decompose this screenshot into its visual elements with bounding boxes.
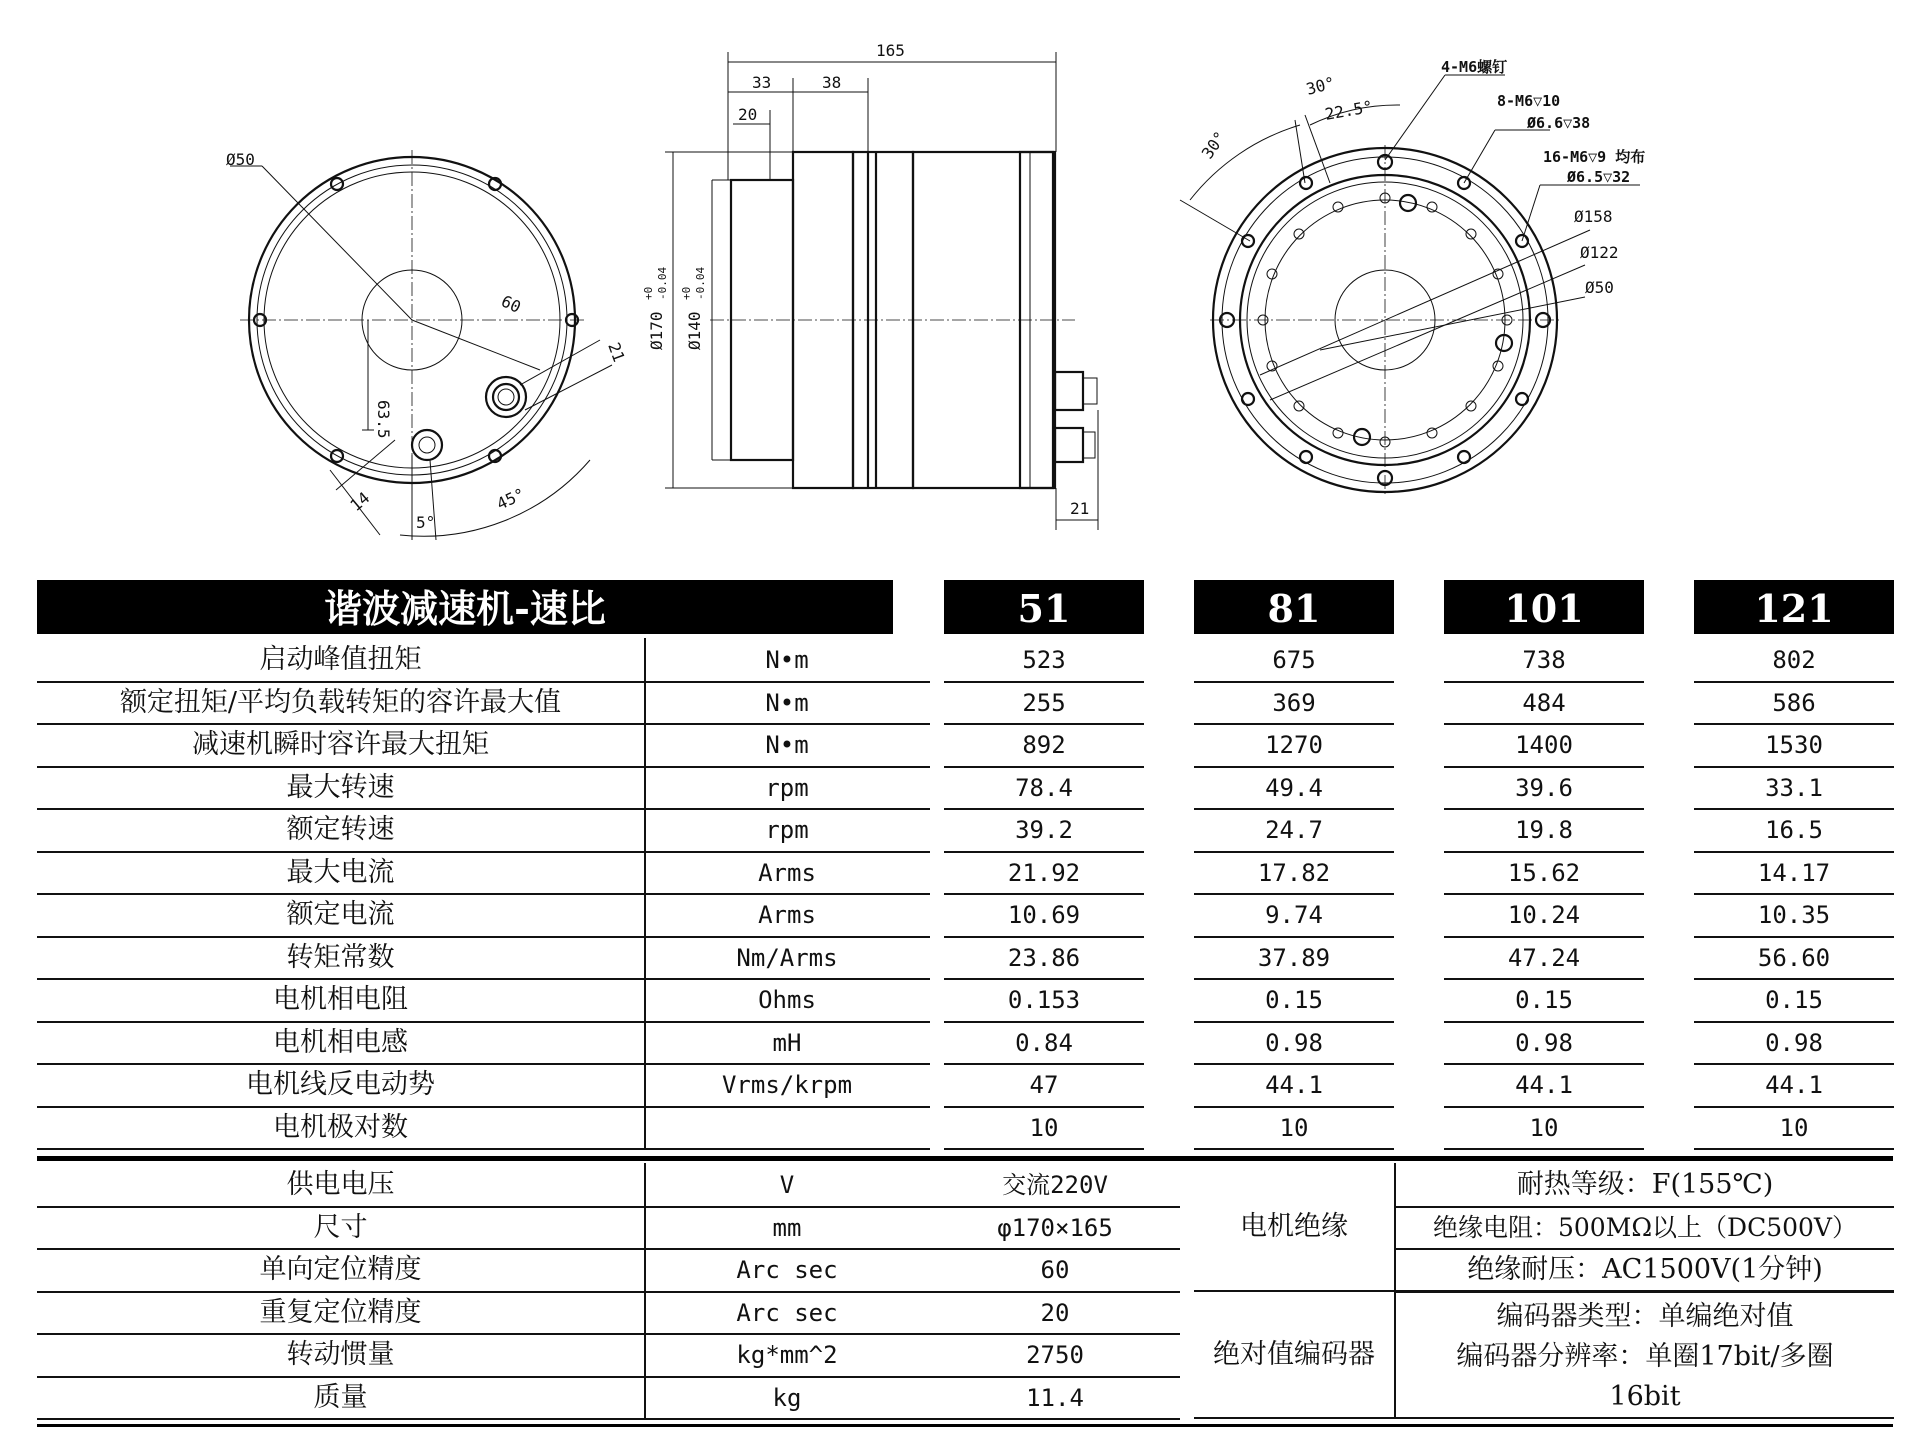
divider-vertical <box>644 1163 646 1418</box>
header-ratio-101: 101 <box>1444 580 1644 634</box>
row-value: 9.74 <box>1194 893 1394 938</box>
lower-row-unit: mm <box>644 1206 930 1251</box>
lower-row-unit: kg*mm^2 <box>644 1333 930 1378</box>
row-value: 44.1 <box>1444 1063 1644 1108</box>
row-name: 额定电流 <box>37 893 644 938</box>
row-value: 10.35 <box>1694 893 1894 938</box>
row-unit: Nm/Arms <box>644 936 930 981</box>
side-dim-20: 20 <box>738 105 758 124</box>
row-value: 21.92 <box>944 851 1144 896</box>
row-value: 10 <box>1694 1106 1894 1151</box>
row-unit: Arms <box>644 851 930 896</box>
row-name: 最大转速 <box>37 766 644 811</box>
row-value: 10.69 <box>944 893 1144 938</box>
lower-row-unit: Arc sec <box>644 1291 930 1336</box>
row-name: 电机相电感 <box>37 1021 644 1066</box>
row-value: 738 <box>1444 638 1644 683</box>
row-value: 56.60 <box>1694 936 1894 981</box>
row-value: 10 <box>1194 1106 1394 1151</box>
encoder-line: 16bit <box>1609 1380 1681 1412</box>
row-name: 额定转速 <box>37 808 644 853</box>
side-dim-21: 21 <box>1070 499 1090 518</box>
row-unit: Arms <box>644 893 930 938</box>
row-value: 484 <box>1444 681 1644 726</box>
front-view <box>226 150 629 540</box>
side-view <box>642 41 1098 530</box>
row-value: 47.24 <box>1444 936 1644 981</box>
row-value: 39.6 <box>1444 766 1644 811</box>
row-value: 49.4 <box>1194 766 1394 811</box>
row-name: 启动峰值扭矩 <box>37 638 644 683</box>
front-view-drawing <box>0 0 1920 560</box>
row-name: 电机相电阻 <box>37 978 644 1023</box>
lower-row-name: 供电电压 <box>37 1163 644 1208</box>
lower-row-unit: Arc sec <box>644 1248 930 1293</box>
drawing-area <box>0 0 1920 560</box>
lower-row-name: 尺寸 <box>37 1206 644 1251</box>
row-value: 19.8 <box>1444 808 1644 853</box>
lower-row-unit: kg <box>644 1376 930 1421</box>
row-value: 37.89 <box>1194 936 1394 981</box>
side-dim-d170-tol-lower: -0.04 <box>656 266 669 300</box>
front-connector-large <box>486 377 526 417</box>
front-dim-21: 21 <box>604 339 629 365</box>
encoder-line: 编码器类型：单编绝对值 <box>1496 1300 1794 1332</box>
row-value: 10 <box>944 1106 1144 1151</box>
side-dim-d140-tol-upper: +0 <box>680 286 693 300</box>
lower-row-value: φ170×165 <box>930 1206 1180 1251</box>
row-name: 减速机瞬时容许最大扭矩 <box>37 723 644 768</box>
rear-dim-d122: Ø122 <box>1580 243 1619 262</box>
front-dim-45deg: 45° <box>493 484 528 514</box>
divider-vertical <box>644 638 646 1148</box>
rear-hole-16-m6: 16-M6▽9 均布 <box>1543 148 1646 166</box>
rear-angle-30-top: 30° <box>1304 73 1337 99</box>
row-value: 23.86 <box>944 936 1144 981</box>
lower-row-value: 交流220V <box>930 1163 1180 1208</box>
row-name: 电机线反电动势 <box>37 1063 644 1108</box>
row-value: 0.15 <box>1194 978 1394 1023</box>
insulation-label: 电机绝缘 <box>1240 1211 1348 1242</box>
header-ratio-81: 81 <box>1194 580 1394 634</box>
lower-row-value: 11.4 <box>930 1376 1180 1421</box>
lower-row-value: 60 <box>930 1248 1180 1293</box>
row-value: 0.153 <box>944 978 1144 1023</box>
row-value: 0.98 <box>1694 1021 1894 1066</box>
row-unit: Ohms <box>644 978 930 1023</box>
insulation-line: 耐热等级：F(155℃) <box>1396 1163 1894 1208</box>
side-dim-33: 33 <box>752 73 772 92</box>
row-value: 33.1 <box>1694 766 1894 811</box>
rear-angle-22-5: 22.5° <box>1323 96 1375 124</box>
front-dim-14: 14 <box>346 488 374 516</box>
side-cable-gland-2 <box>1055 428 1095 462</box>
row-value: 0.98 <box>1194 1021 1394 1066</box>
row-unit: rpm <box>644 766 930 811</box>
row-name: 电机极对数 <box>37 1106 644 1151</box>
lower-row-unit: V <box>644 1163 930 1208</box>
row-unit: N•m <box>644 723 930 768</box>
rear-hole-8-d6-6: Ø6.6▽38 <box>1527 114 1591 132</box>
row-value: 802 <box>1694 638 1894 683</box>
lower-row-name: 单向定位精度 <box>37 1248 644 1293</box>
front-dim-d50: Ø50 <box>226 150 255 169</box>
side-dim-165: 165 <box>876 41 905 60</box>
rear-dim-d158: Ø158 <box>1574 207 1613 226</box>
row-unit: mH <box>644 1021 930 1066</box>
rear-angle-30-left: 30° <box>1197 127 1230 163</box>
row-value: 1400 <box>1444 723 1644 768</box>
header-title: 谐波减速机-速比 <box>37 580 893 634</box>
insulation-line: 绝缘电阻：500MΩ以上（DC500V） <box>1396 1206 1894 1251</box>
row-value: 44.1 <box>1194 1063 1394 1108</box>
row-unit: rpm <box>644 808 930 853</box>
row-value: 369 <box>1194 681 1394 726</box>
rear-view <box>1180 58 1645 495</box>
row-value: 892 <box>944 723 1144 768</box>
row-unit: N•m <box>644 681 930 726</box>
rear-hole-8-m6: 8-M6▽10 <box>1497 92 1561 110</box>
lower-row-value: 20 <box>930 1291 1180 1336</box>
side-cable-gland-1 <box>1055 372 1097 410</box>
row-value: 0.15 <box>1444 978 1644 1023</box>
encoder-line: 编码器分辨率：单圈17bit/多圈 <box>1456 1340 1834 1372</box>
row-value: 15.62 <box>1444 851 1644 896</box>
header-ratio-51: 51 <box>944 580 1144 634</box>
lower-row-name: 重复定位精度 <box>37 1291 644 1336</box>
side-dim-d170-tol-upper: +0 <box>642 286 655 300</box>
row-name: 额定扭矩/平均负载转矩的容许最大值 <box>37 681 644 726</box>
row-value: 675 <box>1194 638 1394 683</box>
row-value: 47 <box>944 1063 1144 1108</box>
side-dim-d140-tol-lower: -0.04 <box>694 266 707 300</box>
row-value: 586 <box>1694 681 1894 726</box>
row-value: 14.17 <box>1694 851 1894 896</box>
encoder-label: 绝对值编码器 <box>1213 1338 1375 1370</box>
side-dim-d140: Ø140 <box>685 311 704 350</box>
row-value: 1530 <box>1694 723 1894 768</box>
lower-row-name: 转动惯量 <box>37 1333 644 1378</box>
lower-row-name: 质量 <box>37 1376 644 1421</box>
row-unit: Vrms/krpm <box>644 1063 930 1108</box>
front-connector-small <box>412 430 442 460</box>
row-unit: N•m <box>644 638 930 683</box>
row-value: 255 <box>944 681 1144 726</box>
rear-screw-4-m6: 4-M6螺钉 <box>1441 58 1508 76</box>
row-value: 523 <box>944 638 1144 683</box>
side-dim-38: 38 <box>822 73 842 92</box>
rear-hole-16-d6-5: Ø6.5▽32 <box>1567 168 1631 186</box>
row-value: 1270 <box>1194 723 1394 768</box>
encoder-bottom <box>1194 1417 1894 1419</box>
table-bottom-rule <box>37 1424 1893 1427</box>
header-ratio-121: 121 <box>1694 580 1894 634</box>
front-dim-60: 60 <box>498 291 524 317</box>
rear-dim-d50: Ø50 <box>1585 278 1614 297</box>
front-dim-5deg: 5° <box>416 513 436 532</box>
row-value: 24.7 <box>1194 808 1394 853</box>
row-value: 0.15 <box>1694 978 1894 1023</box>
row-value: 44.1 <box>1694 1063 1894 1108</box>
row-value: 10.24 <box>1444 893 1644 938</box>
table-separator <box>37 1156 1893 1161</box>
front-dim-63-5: 63.5 <box>374 400 393 439</box>
row-value: 0.84 <box>944 1021 1144 1066</box>
row-value: 16.5 <box>1694 808 1894 853</box>
row-unit <box>644 1106 930 1151</box>
row-value: 0.98 <box>1444 1021 1644 1066</box>
row-name: 转矩常数 <box>37 936 644 981</box>
side-dim-d170: Ø170 <box>647 311 666 350</box>
row-name: 最大电流 <box>37 851 644 896</box>
row-value: 78.4 <box>944 766 1144 811</box>
row-value: 39.2 <box>944 808 1144 853</box>
insulation-line: 绝缘耐压：AC1500V(1分钟) <box>1396 1248 1894 1293</box>
row-value: 10 <box>1444 1106 1644 1151</box>
lower-row-value: 2750 <box>930 1333 1180 1378</box>
row-value: 17.82 <box>1194 851 1394 896</box>
